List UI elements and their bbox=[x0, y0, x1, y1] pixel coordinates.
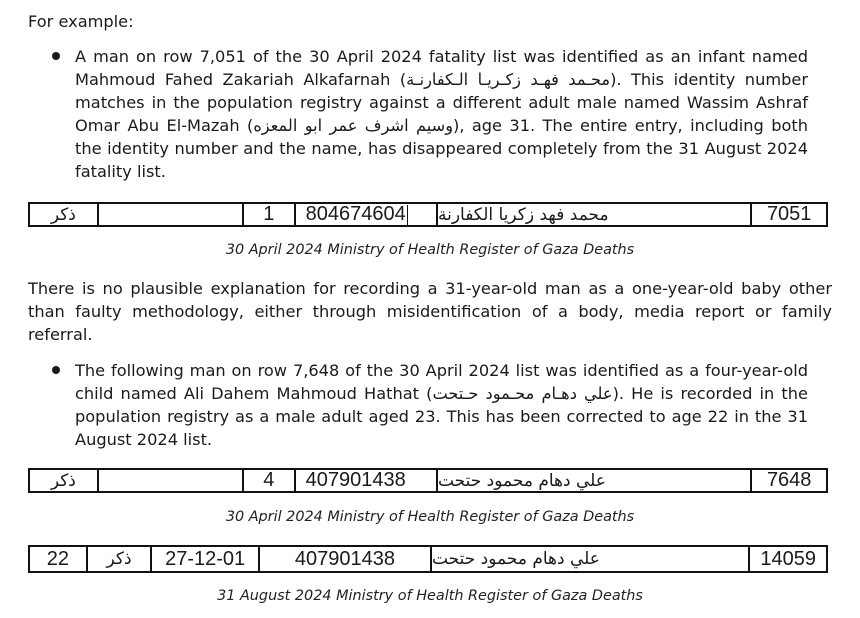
birthdate-cell bbox=[97, 204, 242, 225]
name-cell: محمد فهد زكريا الكفارنة bbox=[436, 204, 750, 225]
row-number-cell: 14059 bbox=[748, 547, 826, 571]
id-number-text: 804674604 bbox=[305, 204, 406, 225]
table-caption-2: 30 April 2024 Ministry of Health Register of Gaza Deaths bbox=[225, 509, 635, 525]
gender-cell: ذكر bbox=[50, 204, 76, 225]
table-caption-3: 31 August 2024 Ministry of Health Register of Gaza Deaths bbox=[217, 588, 643, 604]
gender-cell: ذكر bbox=[86, 547, 151, 571]
name-cell: علي دهام محمود حتحت bbox=[430, 547, 748, 571]
bullet-marker bbox=[52, 366, 60, 374]
register-row-7051 bbox=[28, 202, 828, 227]
row-number-cell: 7051 bbox=[750, 204, 826, 225]
bullet-paragraph-1: A man on row 7,051 of the 30 April 2024 fatality list was identified as an infant named Mahmoud Fahed Zakariah Alkafarnah (محـمد فهـد زكـريـا الـكفارنـة). This identity number matches in the population registry against a different adult male named Wassim Ashraf Omar Abu El-Mazah (وسيم اشرف عمر ابو المعزه), age 31. The entire entry, including both the identity number and the name, has disappeared completely from the 31 August 2024 fatality list. bbox=[75, 47, 808, 181]
name-cell: علي دهام محمود حتحت bbox=[436, 470, 750, 491]
register-row-14059 bbox=[28, 545, 828, 573]
text-cursor bbox=[407, 205, 408, 225]
row-number-cell: 7648 bbox=[750, 470, 826, 491]
id-number-cell: 407901438 bbox=[294, 470, 436, 491]
age-cell: 22 bbox=[46, 547, 69, 570]
register-row-7648 bbox=[28, 468, 828, 493]
id-number-cell bbox=[294, 204, 436, 225]
id-number-cell: 407901438 bbox=[258, 547, 430, 571]
table-caption-1: 30 April 2024 Ministry of Health Register of Gaza Deaths bbox=[225, 242, 635, 258]
intro-text: For example: bbox=[28, 12, 134, 31]
age-cell: 4 bbox=[242, 470, 294, 491]
bullet-paragraph-2: The following man on row 7,648 of the 30 April 2024 list was identified as a four-year-old child named Ali Dahem Mahmoud Hathat (علي دهـام محـمود حـتحت). He is recorded in the population registry as a male adult aged 23. This has been corrected to age 22 in the 31 August 2024 list. bbox=[75, 361, 808, 449]
explanation-paragraph: There is no plausible explanation for recording a 31-year-old man as a one-year-old baby other than faulty methodology, either through misidentification of a body, media report or family referral. bbox=[28, 279, 832, 344]
bullet-marker bbox=[52, 52, 60, 60]
birthdate-cell: 27-12-01 bbox=[150, 547, 257, 571]
age-cell: 1 bbox=[242, 204, 294, 225]
gender-cell: ذكر bbox=[50, 470, 76, 491]
birthdate-cell bbox=[97, 470, 242, 491]
